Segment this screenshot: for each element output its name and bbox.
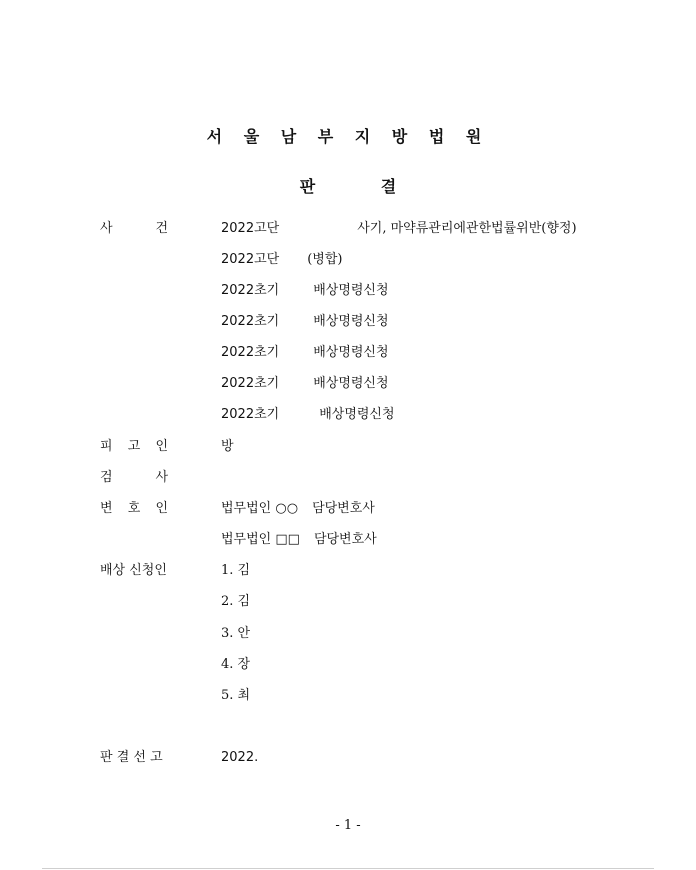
case-number: 2022고단 — [221, 252, 280, 267]
case-entry — [221, 252, 342, 268]
prosecutor-label-char: 사 — [155, 470, 168, 485]
case-entry — [221, 345, 389, 361]
case-number: 2022고단 — [221, 221, 280, 236]
case-entry — [221, 283, 389, 299]
law-firm: 법무법인 □□ — [221, 532, 300, 547]
applicant-item: 5. 최 — [221, 688, 251, 703]
case-entry — [221, 221, 577, 237]
case-label-char: 건 — [155, 221, 168, 236]
case-description: 사기, 마약류관리에관한법률위반(향정) — [357, 221, 577, 236]
attorney-role: 담당변호사 — [313, 532, 377, 547]
document-title: 판 결 — [299, 177, 397, 196]
law-firm: 법무법인 ○○ — [221, 501, 299, 516]
case-entry — [221, 314, 389, 330]
applicant-item: 1. 김 — [221, 563, 251, 578]
case-entry — [221, 407, 395, 423]
case-description: (병합) — [307, 252, 343, 267]
case-number: 2022초기 — [221, 345, 280, 360]
defendant-label-char: 고 — [127, 439, 141, 454]
case-description: 배상명령신청 — [313, 283, 389, 298]
case-description: 배상명령신청 — [313, 314, 389, 329]
attorney-label-char: 인 — [155, 501, 168, 516]
applicant-item: 3. 안 — [221, 626, 251, 641]
case-entry — [221, 376, 389, 392]
applicant-item: 4. 장 — [221, 657, 251, 672]
case-label — [100, 221, 168, 237]
case-number: 2022초기 — [221, 407, 280, 422]
case-number: 2022초기 — [221, 314, 280, 329]
attorney-role: 담당변호사 — [312, 501, 375, 516]
prosecutor-label — [100, 470, 168, 486]
judgment-date-label: 판 결 선 고 — [100, 750, 163, 765]
defendant-label-char: 피 — [100, 439, 113, 454]
defendant-label — [100, 439, 168, 455]
attorney-entry — [221, 532, 377, 548]
page-bottom-rule — [42, 868, 654, 869]
case-description: 배상명령신청 — [319, 407, 395, 422]
court-name: 서 울 남 부 지 방 법 원 — [206, 127, 490, 146]
attorney-entry — [221, 501, 375, 517]
judgment-date-value: 2022. — [221, 750, 259, 765]
applicant-item: 2. 김 — [221, 594, 251, 609]
applicants-label: 배상 신청인 — [100, 563, 167, 578]
attorney-label-char: 변 — [100, 501, 113, 516]
case-label-char: 사 — [100, 221, 113, 236]
case-description: 배상명령신청 — [313, 376, 389, 391]
attorney-label-char: 호 — [127, 501, 141, 516]
case-number: 2022초기 — [221, 283, 280, 298]
defendant-name: 방 — [221, 439, 234, 454]
page-number: - 1 - — [335, 818, 361, 833]
case-description: 배상명령신청 — [313, 345, 389, 360]
defendant-label-char: 인 — [155, 439, 168, 454]
case-number: 2022초기 — [221, 376, 280, 391]
attorney-label — [100, 501, 168, 517]
prosecutor-label-char: 검 — [100, 470, 113, 485]
